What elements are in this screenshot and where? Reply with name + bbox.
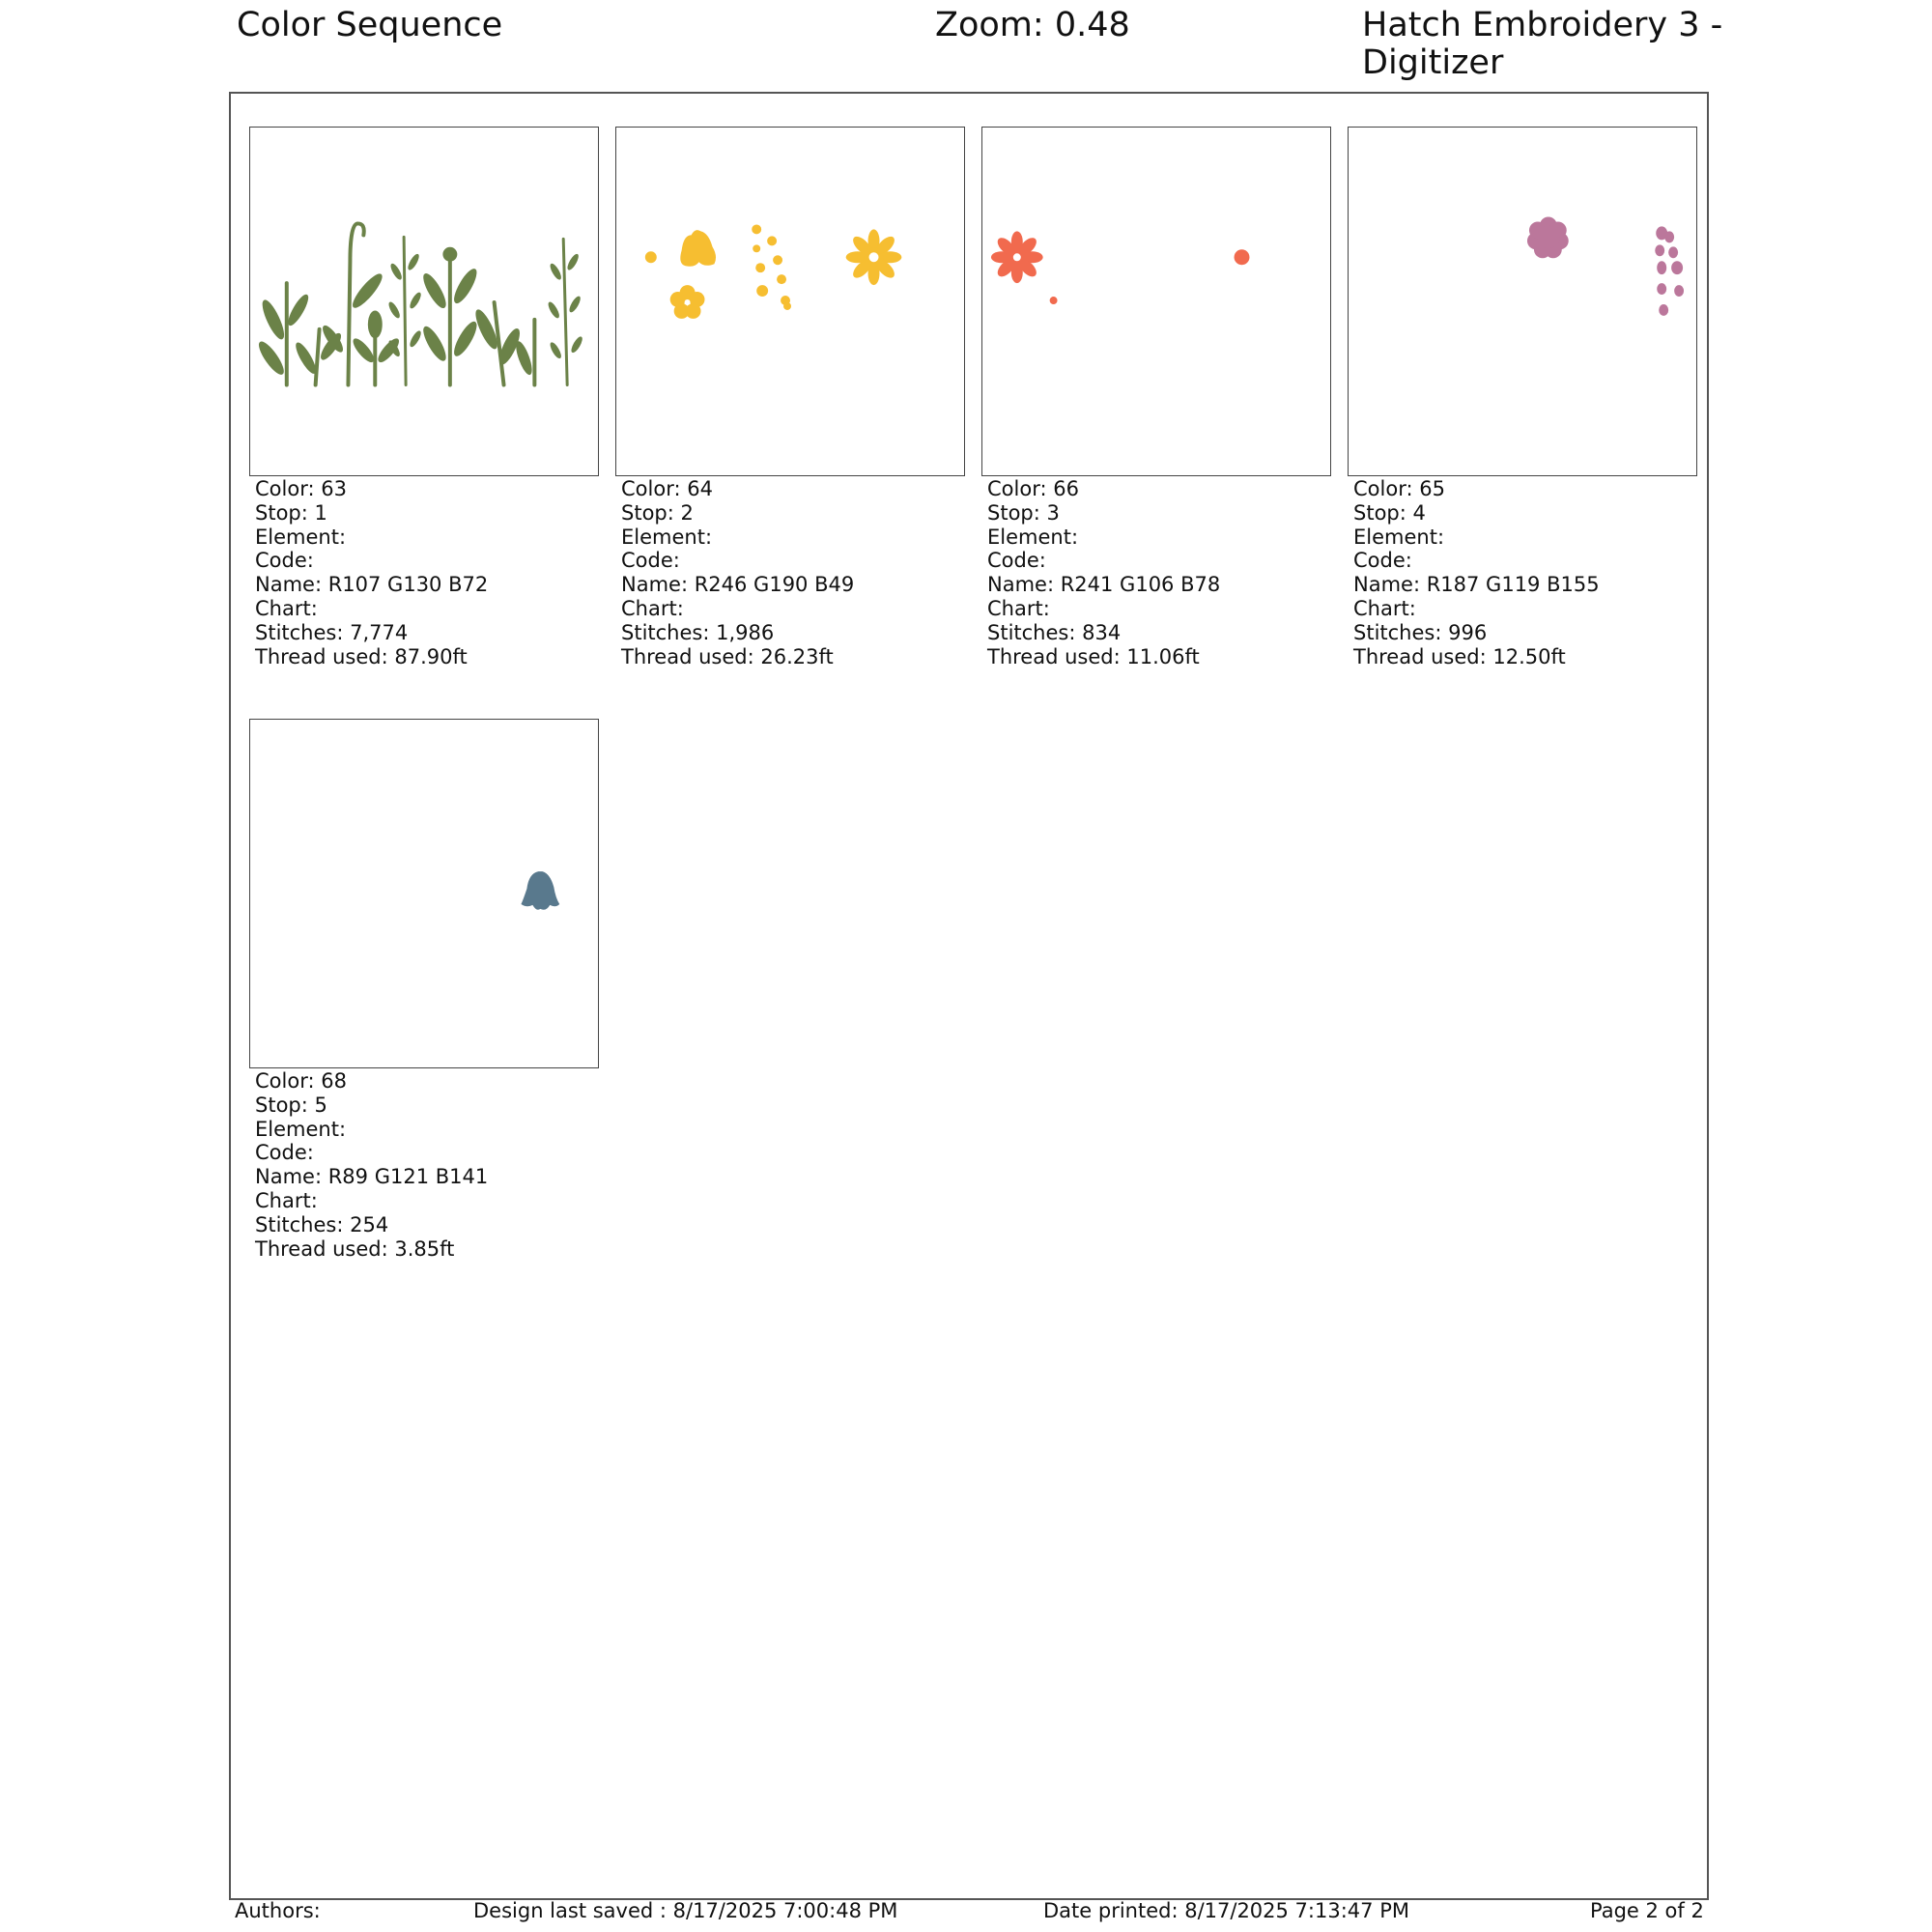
thread-used: Thread used: 11.06ft: [987, 644, 1200, 668]
color-stop-card: [1348, 127, 1697, 668]
element-label: Element:: [1353, 525, 1445, 549]
design-last-saved: Design last saved : 8/17/2025 7:00:48 PM: [473, 1899, 898, 1922]
stitch-count: Stitches: 7,774: [255, 620, 409, 644]
color-number: Color: 66: [987, 477, 1079, 500]
color-stop-card: [981, 127, 1331, 668]
chart-label: Chart:: [987, 596, 1050, 620]
color-number: Color: 68: [255, 1069, 347, 1093]
thread-name: Name: R107 G130 B72: [255, 573, 489, 597]
app-name: Hatch Embroidery 3 - Digitizer: [1362, 6, 1723, 82]
thread-name: Name: R246 G190 B49: [621, 573, 855, 597]
color-sequence-frame: [229, 92, 1709, 1900]
thread-used: Thread used: 87.90ft: [255, 644, 468, 668]
element-label: Element:: [621, 525, 713, 549]
element-label: Element:: [255, 1117, 347, 1141]
chart-label: Chart:: [621, 596, 684, 620]
code-label: Code:: [1353, 549, 1412, 573]
red-flower-preview: [982, 128, 1330, 475]
element-label: Element:: [987, 525, 1079, 549]
stop-number: Stop: 1: [255, 500, 327, 525]
design-thumbnail: [981, 127, 1331, 476]
color-stop-info: [981, 477, 1331, 668]
color-stop-card: [249, 719, 599, 1261]
stitch-count: Stitches: 1,986: [621, 620, 775, 644]
zoom-label: Zoom: 0.48: [935, 6, 1130, 44]
design-thumbnail: [249, 719, 599, 1068]
purple-flowers-preview: [1349, 128, 1696, 475]
stitch-count: Stitches: 996: [1353, 620, 1488, 644]
thread-name: Name: R187 G119 B155: [1353, 573, 1600, 597]
thread-name: Name: R241 G106 B78: [987, 573, 1221, 597]
page-number: Page 2 of 2: [1590, 1899, 1704, 1922]
stitch-count: Stitches: 834: [987, 620, 1122, 644]
design-thumbnail: [249, 127, 599, 476]
color-stop-info: [615, 477, 965, 668]
thread-used: Thread used: 26.23ft: [621, 644, 834, 668]
thread-used: Thread used: 12.50ft: [1353, 644, 1566, 668]
design-thumbnail: [615, 127, 965, 476]
authors-label: Authors:: [235, 1899, 321, 1922]
color-stop-info: [1348, 477, 1697, 668]
code-label: Code:: [987, 549, 1046, 573]
color-number: Color: 65: [1353, 477, 1445, 500]
color-number: Color: 64: [621, 477, 713, 500]
color-stop-info: [249, 477, 599, 668]
code-label: Code:: [621, 549, 680, 573]
color-stop-card: [249, 127, 599, 668]
stop-number: Stop: 2: [621, 500, 694, 525]
element-label: Element:: [255, 525, 347, 549]
page-title: Color Sequence: [237, 6, 503, 44]
thread-name: Name: R89 G121 B141: [255, 1165, 489, 1189]
yellow-flowers-preview: [616, 128, 964, 475]
date-printed: Date printed: 8/17/2025 7:13:47 PM: [1043, 1899, 1409, 1922]
blue-bell-preview: [250, 720, 598, 1067]
stop-number: Stop: 5: [255, 1093, 327, 1117]
stop-number: Stop: 3: [987, 500, 1060, 525]
code-label: Code:: [255, 549, 314, 573]
chart-label: Chart:: [1353, 596, 1416, 620]
green-stems-preview: [250, 128, 598, 475]
design-thumbnail: [1348, 127, 1697, 476]
color-stop-info: [249, 1069, 599, 1261]
code-label: Code:: [255, 1141, 314, 1165]
color-stop-card: [615, 127, 965, 668]
stop-number: Stop: 4: [1353, 500, 1426, 525]
chart-label: Chart:: [255, 1188, 318, 1212]
color-number: Color: 63: [255, 477, 347, 500]
chart-label: Chart:: [255, 596, 318, 620]
thread-used: Thread used: 3.85ft: [255, 1236, 455, 1261]
stitch-count: Stitches: 254: [255, 1212, 389, 1236]
